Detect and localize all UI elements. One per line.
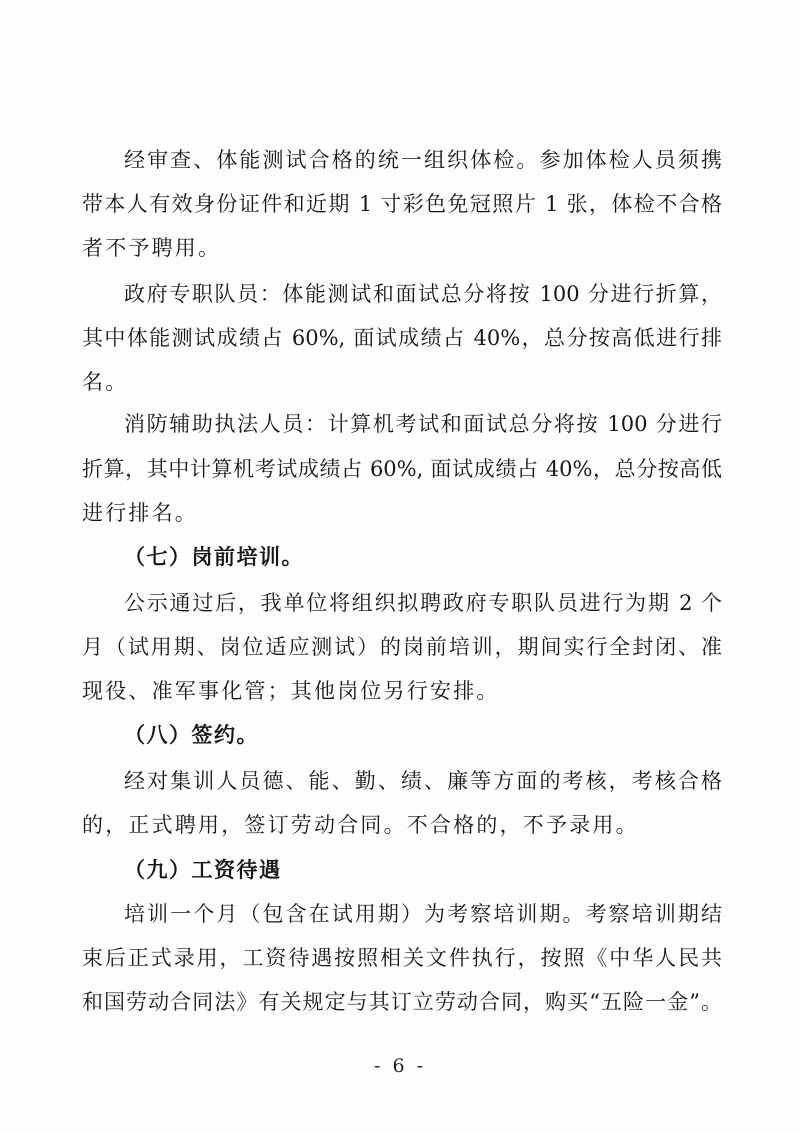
body-text-line: 月（试用期、岗位适应测试）的岗前培训，期间实行全封闭、准: [82, 635, 722, 659]
body-text-line: 者不予聘用。: [82, 236, 222, 260]
section-heading-8: （八）签约。: [124, 723, 259, 747]
body-text-line: 束后正式录用，工资待遇按照相关文件执行，按照《中华人民共: [82, 946, 722, 970]
section-heading-9: （九）工资待遇: [124, 858, 282, 882]
body-text-line: 折算，其中计算机考试成绩占 60%, 面试成绩占 40%，总分按高低: [82, 457, 722, 481]
body-text-line: 经对集训人员德、能、勤、绩、廉等方面的考核，考核合格: [124, 769, 722, 793]
body-text-line: 培训一个月（包含在试用期）为考察培训期。考察培训期结: [124, 902, 722, 926]
body-text-line: 公示通过后，我单位将组织拟聘政府专职队员进行为期 2 个: [124, 591, 722, 615]
body-text-line: 带本人有效身份证件和近期 1 寸彩色免冠照片 1 张，体检不合格: [82, 192, 722, 216]
body-text-line: 的，正式聘用，签订劳动合同。不合格的，不予录用。: [82, 813, 639, 837]
body-text-line: 和国劳动合同法》有关规定与其订立劳动合同，购买“五险一金”。: [82, 990, 722, 1014]
body-text-line: 经审查、体能测试合格的统一组织体检。参加体检人员须携: [124, 148, 722, 172]
body-text-line: 名。: [82, 370, 129, 394]
body-text-line: 进行排名。: [82, 501, 198, 525]
body-text-line: 其中体能测试成绩占 60%, 面试成绩占 40%，总分按高低进行排: [82, 326, 722, 350]
section-heading-7: （七）岗前培训。: [124, 545, 304, 569]
body-text-line: 政府专职队员：体能测试和面试总分将按 100 分进行折算，: [124, 282, 722, 306]
body-text-line: 现役、准军事化管；其他岗位另行安排。: [82, 679, 500, 703]
page-number: - 6 -: [373, 1055, 426, 1077]
body-text-line: 消防辅助执法人员：计算机考试和面试总分将按 100 分进行: [124, 412, 722, 436]
